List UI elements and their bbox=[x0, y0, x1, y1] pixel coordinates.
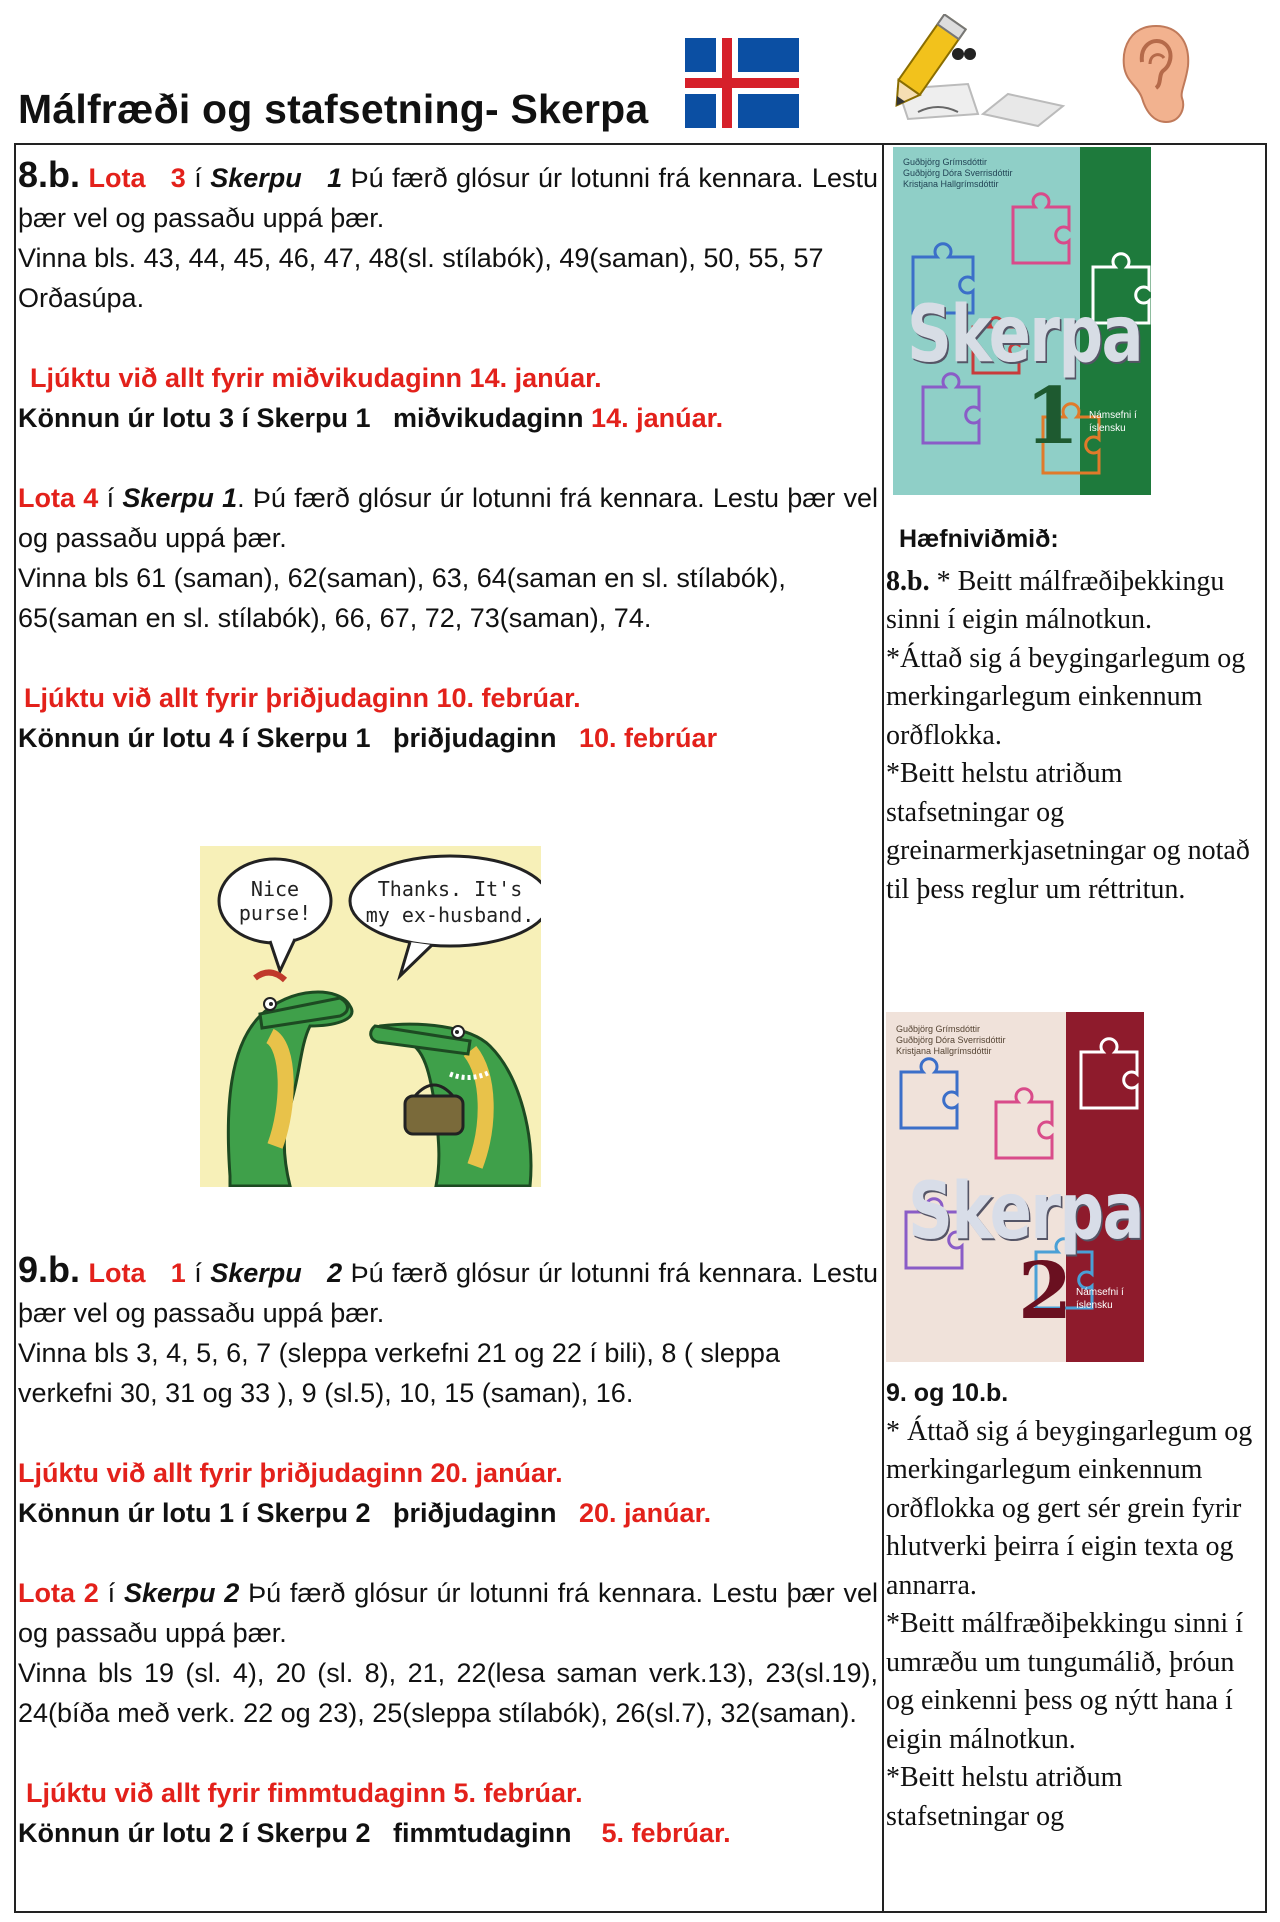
grade9-lota1-intro bbox=[18, 1250, 878, 1333]
book2-title: Skerpa bbox=[908, 1167, 1144, 1257]
book1-author-2: Guðbjörg Dóra Sverrisdóttir bbox=[903, 168, 1013, 178]
book1-subtitle-1: Námsefni í bbox=[1089, 410, 1137, 421]
grade8-lota4-deadline: Ljúktu við allt fyrir þriðjudaginn 10. febrúar. bbox=[24, 683, 581, 713]
grade8-lota4-test bbox=[18, 718, 878, 758]
lota-word: Lota bbox=[18, 1578, 75, 1608]
book2-author-2: Guðbjörg Dóra Sverrisdóttir bbox=[896, 1035, 1006, 1045]
book1-author-1: Guðbjörg Grímsdóttir bbox=[903, 157, 988, 167]
grade9-lota1-deadline: Ljúktu við allt fyrir þriðjudaginn 20. janúar. bbox=[18, 1458, 563, 1488]
book-name: Skerpu 1 bbox=[122, 483, 238, 513]
grade9-lota1-work: Vinna bls 3, 4, 5, 6, 7 (sleppa verkefni 21 og 22 í bili), 8 ( sleppa verkefni 30, 31 og 33 ), 9 (sl.5), 10, 15 (saman), 16. bbox=[18, 1338, 780, 1408]
lota-number: 3 bbox=[170, 163, 186, 193]
grade9-goal-3: *Beitt helstu atriðum stafsetningar og bbox=[886, 1762, 1123, 1832]
ear-icon bbox=[1120, 22, 1192, 126]
grade9-lota2-intro bbox=[18, 1573, 878, 1653]
comic-right-bubble-line1: Thanks. It's bbox=[377, 877, 523, 901]
grade9-label: 9.b. bbox=[18, 1249, 81, 1290]
iceland-flag-icon bbox=[685, 38, 799, 128]
i-word: í bbox=[194, 163, 202, 193]
test-label: Könnun úr lotu 3 í Skerpu 1 miðvikudaginn bbox=[18, 403, 592, 433]
grade9-lota2-work: Vinna bls 19 (sl. 4), 20 (sl. 8), 21, 22(lesa saman verk.13), 23(sl.19), 24(bíða með verk. 22 og 23), 25(sleppa stílabók), 26(sl.7), 32(saman). bbox=[18, 1658, 878, 1728]
grade8-lota3-work: Vinna bls. 43, 44, 45, 46, 47, 48(sl. stílabók), 49(saman), 50, 55, 57 Orðasúpa. bbox=[18, 243, 824, 313]
i-word: í bbox=[106, 483, 115, 513]
page-title: Málfræði og stafsetning- Skerpa bbox=[18, 86, 649, 132]
grade8-lota3-deadline: Ljúktu við allt fyrir miðvikudaginn 14. janúar. bbox=[30, 363, 602, 393]
lota-word: Lota bbox=[88, 163, 146, 193]
grade9-learning-goals bbox=[886, 1374, 1264, 1836]
column-divider bbox=[882, 143, 884, 1913]
grade8-lota4-work: Vinna bls 61 (saman), 62(saman), 63, 64(saman en sl. stílabók), 65(saman en sl. stílabók), 66, 67, 72, 73(saman), 74. bbox=[18, 563, 786, 633]
grade9-section bbox=[18, 1250, 878, 1853]
book2-author-1: Guðbjörg Grímsdóttir bbox=[896, 1024, 981, 1034]
comic-right-bubble-line2: my ex-husband. bbox=[365, 903, 535, 927]
grade8-goal-1 bbox=[886, 563, 1264, 640]
grade8-goal-3: *Beitt helstu atriðum stafsetningar og greinarmerkjasetningar og notað til þess reglur um réttritun. bbox=[886, 758, 1250, 905]
lota-intro-text: Þú færð glósur úr lotunni frá kennara. Lestu þær vel og passaðu uppá þær. bbox=[18, 1258, 878, 1328]
i-word: í bbox=[107, 1578, 116, 1608]
book2-subtitle-2: íslensku bbox=[1076, 1300, 1113, 1311]
grade8-goals-label: 8.b. bbox=[886, 565, 930, 597]
lota-number: 4 bbox=[83, 483, 99, 513]
book1-author-3: Kristjana Hallgrímsdóttir bbox=[903, 179, 999, 189]
test-date: 20. janúar. bbox=[579, 1498, 712, 1528]
grade8-lota3-intro bbox=[18, 155, 878, 238]
lota-number: 1 bbox=[170, 1258, 186, 1288]
i-word: í bbox=[194, 1258, 202, 1288]
test-label: Könnun úr lotu 2 í Skerpu 2 fimmtudaginn bbox=[18, 1818, 602, 1848]
book2-number: 2 bbox=[1018, 1246, 1073, 1337]
grade9-goals-label: 9. og 10.b. bbox=[886, 1379, 1009, 1407]
book2-author-3: Kristjana Hallgrímsdóttir bbox=[896, 1046, 992, 1056]
grade9-lota2-test bbox=[18, 1813, 878, 1853]
learning-goals bbox=[886, 520, 1264, 909]
comic-left-bubble-line1: Nice bbox=[250, 877, 300, 901]
learning-goals-heading: Hæfniviðmið: bbox=[899, 525, 1059, 553]
book1-subtitle-2: íslensku bbox=[1089, 423, 1126, 434]
lota-intro-text: Þú færð glósur úr lotunni frá kennara. Lestu þær vel og passaðu uppá þær. bbox=[18, 163, 878, 233]
lota-intro-text: Þú færð glósur úr lotunni frá kennara. Lestu þær vel og passaðu uppá þær. bbox=[18, 1578, 878, 1648]
grade8-goal-2: *Áttað sig á beygingarlegum og merkingarlegum einkennum orðflokka. bbox=[886, 642, 1246, 751]
grade8-lota3-test bbox=[18, 398, 878, 438]
book2-subtitle-1: Námsefni í bbox=[1076, 1287, 1124, 1298]
grade9-lota2-deadline: Ljúktu við allt fyrir fimmtudaginn 5. febrúar. bbox=[26, 1778, 583, 1808]
pencil-writing-icon bbox=[858, 14, 1073, 129]
crocodile-comic-image bbox=[200, 846, 541, 1187]
test-date: 14. janúar. bbox=[591, 403, 724, 433]
grade8-section bbox=[18, 155, 878, 758]
test-label: Könnun úr lotu 4 í Skerpu 1 þriðjudaginn bbox=[18, 723, 580, 753]
book-name: Skerpu bbox=[123, 1578, 216, 1608]
grade8-lota4-intro bbox=[18, 478, 878, 558]
test-date: 5. febrúar. bbox=[601, 1818, 731, 1848]
lota-word: Lota bbox=[88, 1258, 146, 1288]
skerpa-2-book-cover bbox=[886, 1012, 1144, 1362]
lota-word: Lota bbox=[18, 483, 75, 513]
book-number: 2 bbox=[327, 1258, 343, 1288]
book-number: 2 bbox=[224, 1578, 240, 1608]
grade9-lota1-test bbox=[18, 1493, 878, 1533]
book1-title: Skerpa bbox=[907, 290, 1143, 380]
comic-left-bubble-line2: purse! bbox=[238, 901, 312, 925]
lota-number: 2 bbox=[83, 1578, 99, 1608]
lota-intro-text: . Þú færð glósur úr lotunni frá kennara. Lestu þær vel og passaðu uppá þær. bbox=[18, 483, 878, 553]
test-label: Könnun úr lotu 1 í Skerpu 2 þriðjudaginn bbox=[18, 1498, 580, 1528]
grade8-label: 8.b. bbox=[18, 154, 81, 195]
book-name: Skerpu bbox=[210, 163, 302, 193]
book-number: 1 bbox=[327, 163, 343, 193]
book1-number: 1 bbox=[1025, 371, 1080, 462]
grade9-goal-2: *Beitt málfræðiþekkingu sinni í umræðu um tungumálið, þróun og einkenni þess og nýtt hana í eigin málnotkun. bbox=[886, 1608, 1243, 1755]
test-date: 10. febrúar bbox=[579, 723, 718, 753]
book-name: Skerpu bbox=[210, 1258, 302, 1288]
grade9-goal-1: * Áttað sig á beygingarlegum og merkingarlegum einkennum orðflokka og gert sér grein fyrir hlutverki þeirra í eigin texta og annarra. bbox=[886, 1415, 1253, 1601]
skerpa-1-book-cover bbox=[893, 147, 1151, 495]
goal-text: * Beitt málfræðiþekkingu sinni í eigin málnotkun. bbox=[886, 565, 1225, 635]
